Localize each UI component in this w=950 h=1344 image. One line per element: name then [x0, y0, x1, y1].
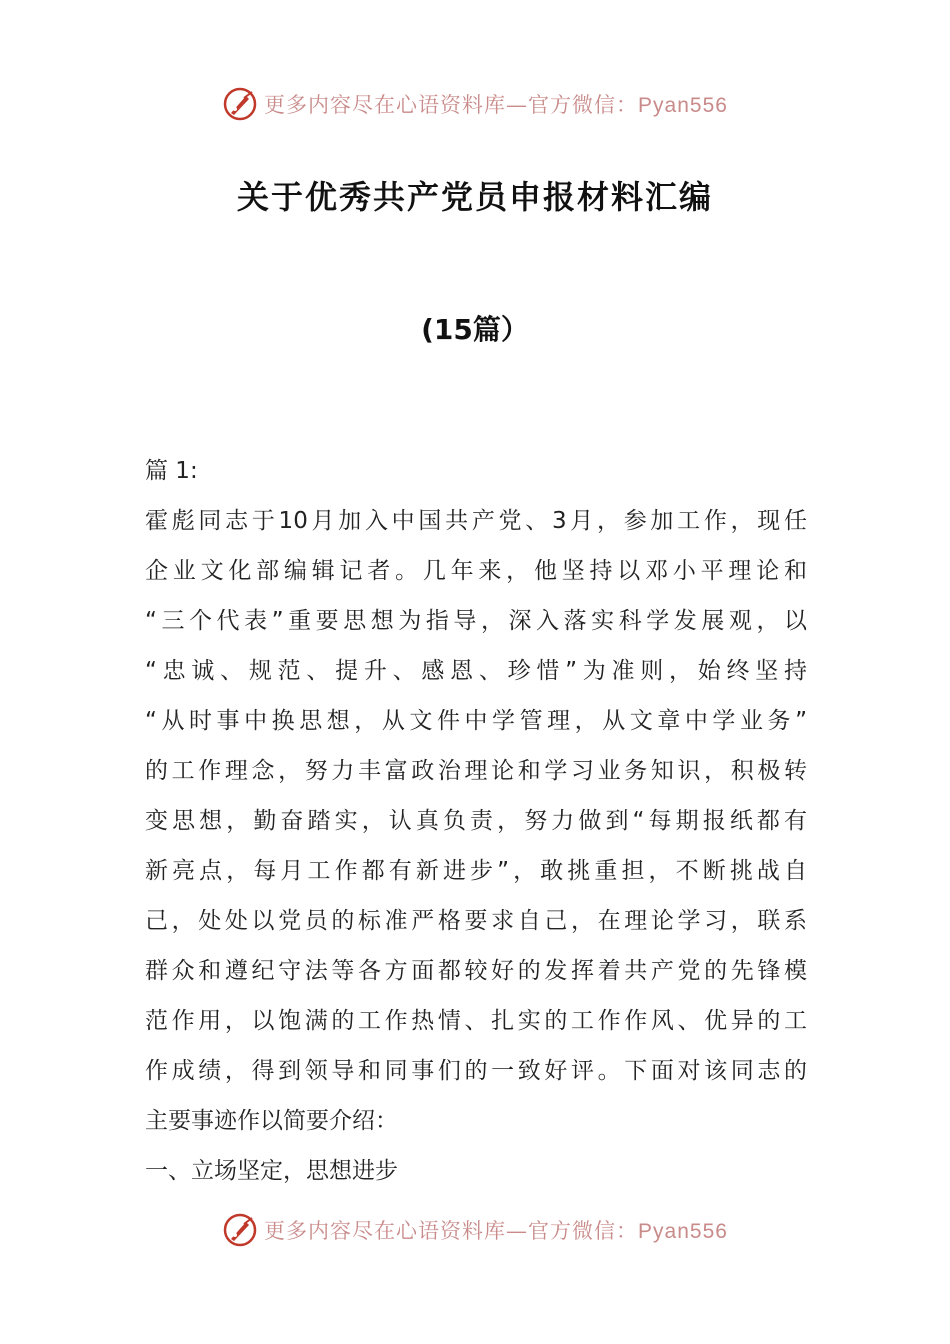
document-body — [145, 446, 807, 1196]
header-watermark — [0, 82, 950, 126]
paragraph-line: 新亮点，每月工作都有新进步”，敢挑重担，不断挑战自 — [145, 858, 807, 884]
paragraph-line: 作成绩，得到领导和同事们的一致好评。下面对该同志的 — [145, 1058, 807, 1084]
quill-pen-logo-icon — [222, 1212, 258, 1248]
document-count-label: (15篇） — [421, 313, 529, 346]
paragraph-line: 主要事迹作以简要介绍： — [145, 1108, 398, 1134]
quill-pen-logo-icon — [222, 86, 258, 122]
paragraph-line: 企业文化部编辑记者。几年来，他坚持以邓小平理论和 — [145, 558, 807, 584]
footer-watermark — [0, 1208, 950, 1252]
section-heading: 一、立场坚定，思想进步 — [145, 1158, 398, 1184]
document-title: 关于优秀共产党员申报材料汇编 — [236, 178, 713, 216]
section-label: 篇 1: — [145, 458, 198, 484]
paragraph-line: “三个代表”重要思想为指导，深入落实科学发展观，以 — [145, 608, 807, 634]
paragraph-line: “从时事中换思想，从文件中学管理，从文章中学业务” — [145, 708, 807, 734]
paragraph-line: 变思想，勤奋踏实，认真负责，努力做到“每期报纸都有 — [145, 808, 807, 834]
paragraph-line: “忠诚、规范、提升、感恩、珍惜”为准则，始终坚持 — [145, 658, 807, 684]
paragraph-line: 霍彪同志于10月加入中国共产党、3月，参加工作，现任 — [145, 508, 807, 534]
paragraph-line: 的工作理念，努力丰富政治理论和学习业务知识，积极转 — [145, 758, 807, 784]
watermark-text: 更多内容尽在心语资料库—官方微信：Pyan556 — [264, 93, 728, 117]
paragraph-line: 范作用，以饱满的工作热情、扎实的工作作风、优异的工 — [145, 1008, 807, 1034]
paragraph-line: 己，处处以党员的标准严格要求自己，在理论学习，联系 — [145, 908, 807, 934]
paragraph-line: 群众和遵纪守法等各方面都较好的发挥着共产党的先锋模 — [145, 958, 807, 984]
watermark-text: 更多内容尽在心语资料库—官方微信：Pyan556 — [264, 1219, 728, 1243]
